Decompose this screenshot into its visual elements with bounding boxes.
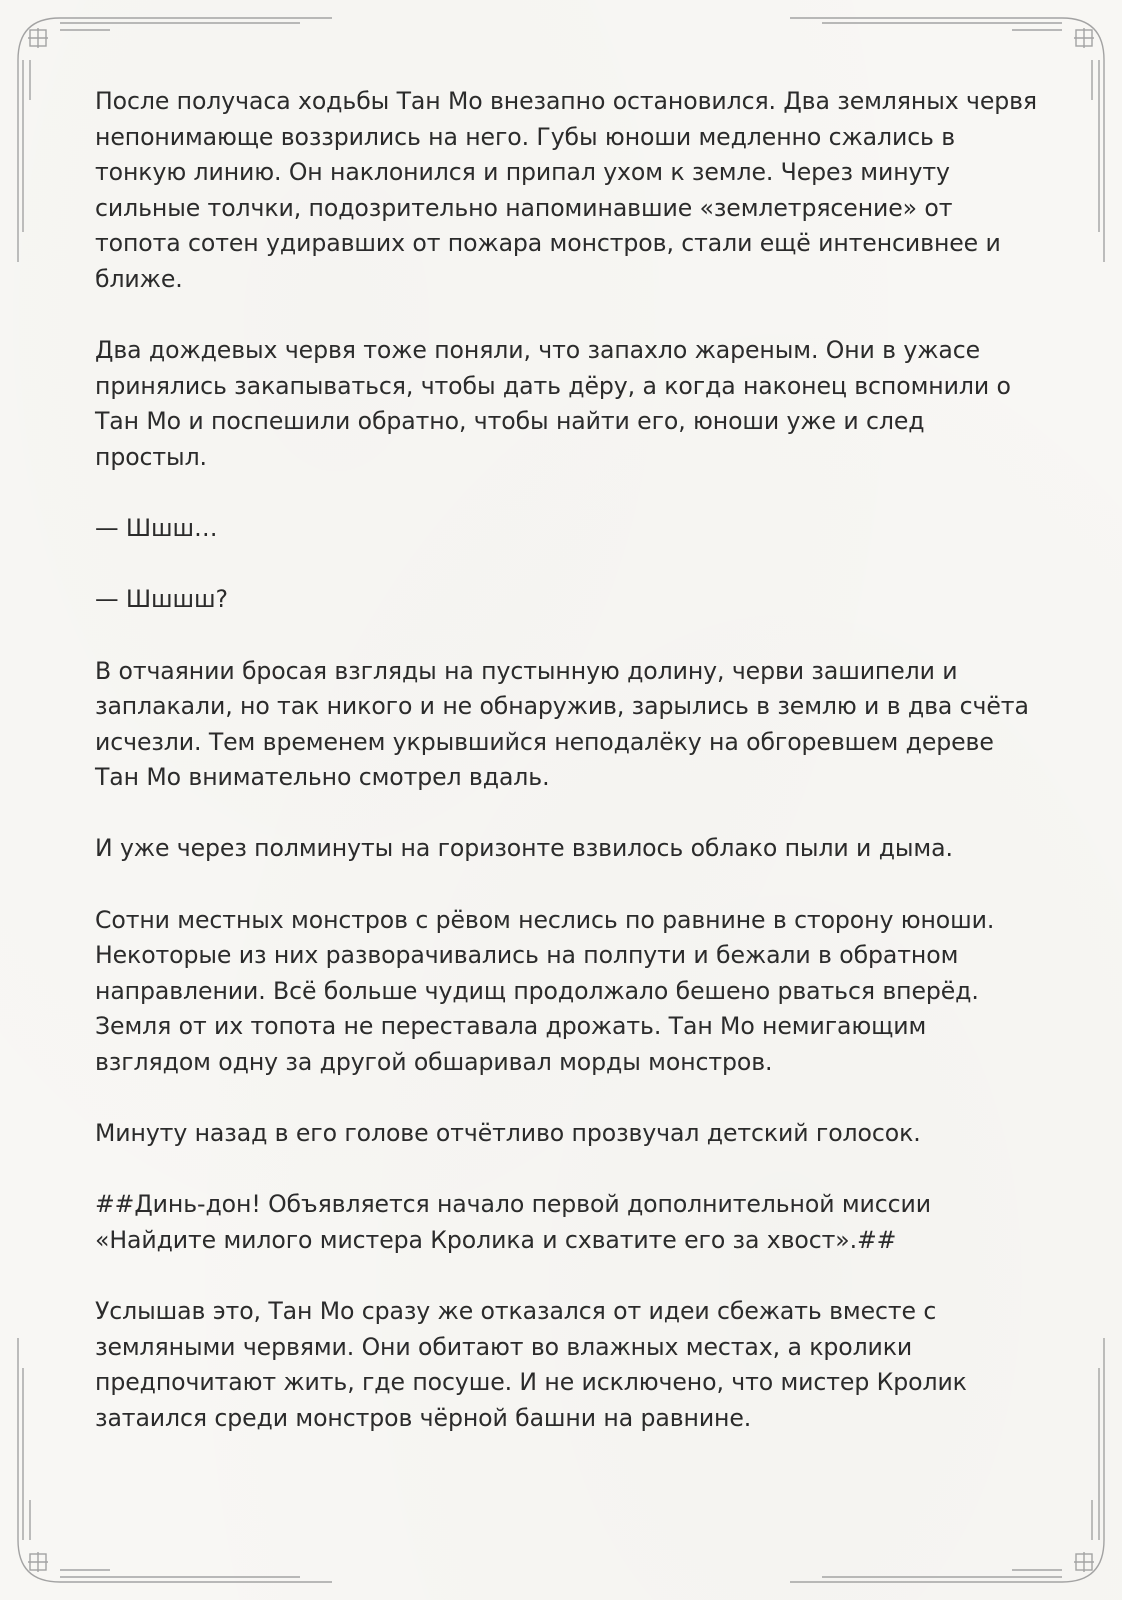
paragraph-1: После получаса ходьбы Тан Мо внезапно остановился. Два земляных червя непонимающе воззрились на него. Губы юноши медленно сжались в тонкую линию. Он наклонился и припал ухом к земле. Через минуту сильные толчки, подозрительно напоминавшие «землетрясение» от топота сотен удиравших от пожара монстров, стали ещё интенсивнее и ближе.	[95, 87, 1038, 293]
paragraph-4: — Шшшш?	[95, 585, 228, 614]
paragraph-3: — Шшш…	[95, 514, 218, 543]
paragraph-7: Сотни местных монстров с рёвом неслись по равнине в сторону юноши. Некоторые из них разворачивались на полпути и бежали в обратном направлении. Всё больше чудищ продолжало бешено рваться вперёд. Земля от их топота не переставала дрожать. Тан Мо немигающим взглядом одну за другой обшаривал морды монстров.	[95, 905, 995, 1077]
paragraph-6: И уже через полминуты на горизонте взвилось облако пыли и дыма.	[95, 834, 953, 863]
paragraph-9: ##Динь-дон! Объявляется начало первой дополнительной миссии «Найдите милого мистера Кролика и схватите его за хвост».##	[95, 1190, 931, 1254]
paragraph-10: Услышав это, Тан Мо сразу же отказался от идеи сбежать вместе с земляными червями. Они обитают во влажных местах, а кролики предпочитают жить, где посуше. И не исключено, что мистер Кролик затаился среди монстров чёрной башни на равнине.	[95, 1297, 967, 1432]
paragraph-8: Минуту назад в его голове отчётливо прозвучал детский голосок.	[95, 1119, 921, 1148]
paragraph-5: В отчаянии бросая взгляды на пустынную долину, черви зашипели и заплакали, но так никого и не обнаружив, зарылись в землю и в два счёта исчезли. Тем временем укрывшийся неподалёку на обгоревшем дереве Тан Мо внимательно смотрел вдаль.	[95, 656, 1029, 792]
paragraph-2: Два дождевых червя тоже поняли, что запахло жареным. Они в ужасе принялись закапываться, чтобы дать дёру, а когда наконец вспомнили о Тан Мо и поспешили обратно, чтобы найти его, юноши уже и след простыл.	[95, 336, 1011, 471]
document-text	[95, 84, 1040, 1437]
